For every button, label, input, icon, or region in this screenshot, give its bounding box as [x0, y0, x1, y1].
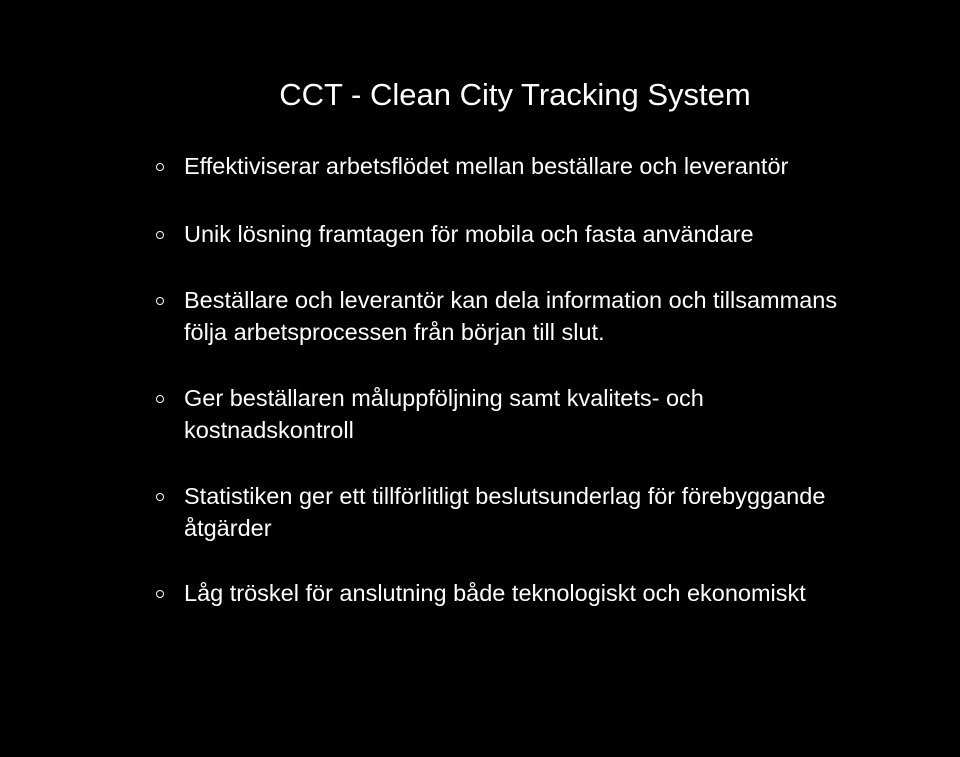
- bullet-text: Effektiviserar arbetsflödet mellan beställare och leverantör: [184, 153, 789, 179]
- bullet-icon: [156, 231, 164, 239]
- bullet-icon: [156, 297, 164, 305]
- bullet-icon: [156, 395, 164, 403]
- bullet-text: Beställare och leverantör kan dela information och tillsammans följa arbetsprocessen från början till slut.: [184, 287, 838, 345]
- bullet-icon: [156, 590, 164, 598]
- bullet-text: Statistiken ger ett tillförlitligt beslutsunderlag för förebyggande åtgärder: [184, 483, 826, 541]
- bullet-text: Unik lösning framtagen för mobila och fasta användare: [184, 221, 754, 247]
- bullet-text: Ger beställaren måluppföljning samt kvalitets- och kostnadskontroll: [184, 385, 704, 443]
- bullet-icon: [156, 493, 164, 501]
- bullet-icon: [156, 163, 164, 171]
- slide-title: CCT - Clean City Tracking System: [279, 77, 751, 112]
- bullet-text: Låg tröskel för anslutning både teknologiskt och ekonomiskt: [184, 580, 806, 606]
